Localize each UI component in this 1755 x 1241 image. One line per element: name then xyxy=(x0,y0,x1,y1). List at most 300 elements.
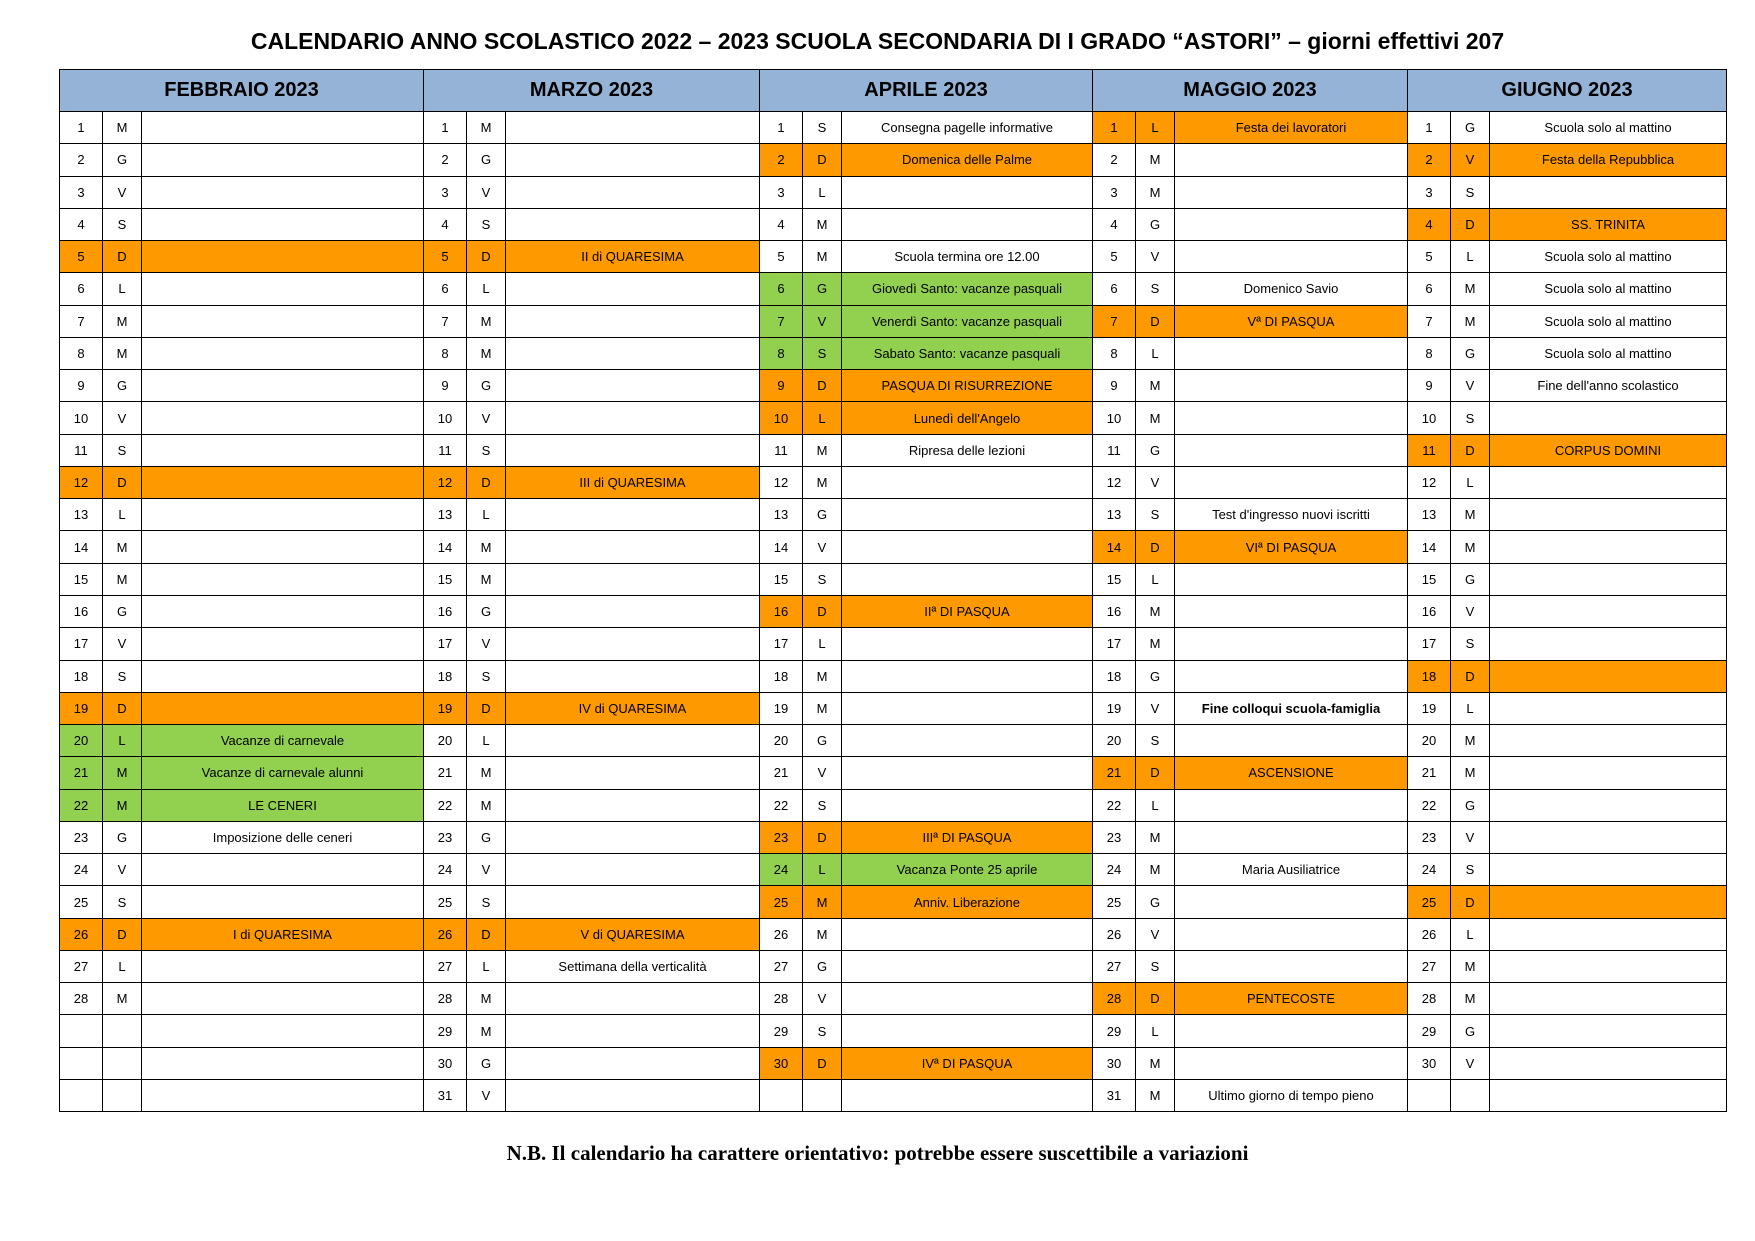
day-number: 11 xyxy=(1408,435,1451,466)
day-event xyxy=(1490,757,1726,788)
day-row xyxy=(760,596,1092,628)
month-rows xyxy=(424,112,759,1111)
day-row xyxy=(760,854,1092,886)
day-row xyxy=(760,822,1092,854)
day-event xyxy=(1175,402,1407,433)
day-event xyxy=(506,435,759,466)
day-event: II di QUARESIMA xyxy=(581,249,684,265)
day-number: 8 xyxy=(424,338,467,369)
weekday-letter: L xyxy=(467,499,506,530)
day-number: 5 xyxy=(760,241,803,272)
weekday-letter: L xyxy=(103,499,142,530)
day-event: Lunedì dell'Angelo xyxy=(913,410,1021,426)
day-row xyxy=(60,822,423,854)
day-row xyxy=(1093,402,1407,434)
weekday-letter: S xyxy=(803,112,842,143)
day-number: 12 xyxy=(60,467,103,498)
day-event: IV di QUARESIMA xyxy=(578,700,687,716)
weekday-letter: G xyxy=(467,144,506,175)
weekday-letter xyxy=(1451,1080,1490,1111)
weekday-letter: M xyxy=(467,338,506,369)
day-row xyxy=(424,1080,759,1111)
day-event xyxy=(1490,725,1726,756)
day-row xyxy=(1093,757,1407,789)
day-row xyxy=(760,499,1092,531)
day-event xyxy=(142,531,423,562)
day-row xyxy=(60,1015,423,1047)
day-number: 28 xyxy=(760,983,803,1014)
day-number: 22 xyxy=(1408,790,1451,821)
day-row xyxy=(1093,531,1407,563)
day-number: 15 xyxy=(1408,564,1451,595)
day-event xyxy=(506,273,759,304)
weekday-letter: V xyxy=(467,177,506,208)
day-row xyxy=(60,209,423,241)
day-event xyxy=(1490,886,1726,917)
day-number: 3 xyxy=(1093,177,1136,208)
day-row xyxy=(760,402,1092,434)
day-number: 15 xyxy=(424,564,467,595)
day-row xyxy=(424,1048,759,1080)
day-event xyxy=(1175,596,1407,627)
day-row xyxy=(424,370,759,402)
day-event xyxy=(142,1048,423,1079)
day-row xyxy=(760,1080,1092,1111)
month-column-giugno xyxy=(1408,70,1726,1111)
day-event xyxy=(506,144,759,175)
weekday-letter: G xyxy=(1451,564,1490,595)
day-event xyxy=(506,112,759,143)
day-row xyxy=(424,402,759,434)
day-event: CORPUS DOMINI xyxy=(1554,442,1662,458)
day-event: Fine dell'anno scolastico xyxy=(1537,378,1679,394)
day-number: 7 xyxy=(424,306,467,337)
weekday-letter: D xyxy=(803,1048,842,1079)
month-column-marzo xyxy=(424,70,760,1111)
day-row xyxy=(424,209,759,241)
day-number: 31 xyxy=(1093,1080,1136,1111)
day-event xyxy=(142,273,423,304)
day-number: 28 xyxy=(1093,983,1136,1014)
day-row xyxy=(760,435,1092,467)
weekday-letter: L xyxy=(803,402,842,433)
month-column-maggio xyxy=(1093,70,1408,1111)
day-event xyxy=(1490,499,1726,530)
weekday-letter: D xyxy=(1136,983,1175,1014)
day-row xyxy=(60,628,423,660)
day-number: 24 xyxy=(760,854,803,885)
day-number: 25 xyxy=(1093,886,1136,917)
day-event xyxy=(142,661,423,692)
day-event: IVª DI PASQUA xyxy=(921,1055,1013,1071)
day-event xyxy=(506,1015,759,1046)
day-event xyxy=(506,177,759,208)
day-event: Anniv. Liberazione xyxy=(914,894,1020,910)
day-event: Scuola solo al mattino xyxy=(1544,345,1672,361)
day-number: 23 xyxy=(760,822,803,853)
weekday-letter: S xyxy=(1136,273,1175,304)
weekday-letter: L xyxy=(467,273,506,304)
day-event xyxy=(142,112,423,143)
day-number: 23 xyxy=(60,822,103,853)
weekday-letter: M xyxy=(1136,596,1175,627)
day-row xyxy=(1408,177,1726,209)
day-event xyxy=(506,822,759,853)
day-row xyxy=(1093,886,1407,918)
day-number: 29 xyxy=(760,1015,803,1046)
day-number: 6 xyxy=(1408,273,1451,304)
weekday-letter: G xyxy=(1136,209,1175,240)
day-event xyxy=(1175,661,1407,692)
day-event xyxy=(142,467,423,498)
day-row xyxy=(1093,1048,1407,1080)
day-number: 31 xyxy=(424,1080,467,1111)
weekday-letter: L xyxy=(1136,338,1175,369)
day-row xyxy=(424,693,759,725)
day-number xyxy=(60,1080,103,1111)
day-event: Venerdì Santo: vacanze pasquali xyxy=(871,313,1063,329)
weekday-letter: L xyxy=(1451,919,1490,950)
day-number: 25 xyxy=(1408,886,1451,917)
weekday-letter: G xyxy=(103,144,142,175)
day-event: I di QUARESIMA xyxy=(233,926,332,942)
day-event xyxy=(1175,144,1407,175)
day-number xyxy=(1408,1080,1451,1111)
weekday-letter: G xyxy=(1136,886,1175,917)
month-column-aprile xyxy=(760,70,1093,1111)
day-number: 9 xyxy=(760,370,803,401)
day-event xyxy=(1175,822,1407,853)
day-event xyxy=(1490,790,1726,821)
day-row xyxy=(1093,628,1407,660)
day-number: 2 xyxy=(760,144,803,175)
weekday-letter: D xyxy=(1451,886,1490,917)
day-event xyxy=(142,499,423,530)
month-header: GIUGNO 2023 xyxy=(1408,70,1726,112)
day-event xyxy=(842,531,1092,562)
weekday-letter: D xyxy=(103,241,142,272)
day-number: 9 xyxy=(1408,370,1451,401)
day-number: 13 xyxy=(760,499,803,530)
weekday-letter: G xyxy=(803,273,842,304)
day-event: Vacanze di carnevale xyxy=(220,733,345,749)
day-number: 14 xyxy=(1408,531,1451,562)
day-event: SS. TRINITA xyxy=(1571,216,1645,232)
day-number: 11 xyxy=(424,435,467,466)
day-row xyxy=(760,951,1092,983)
day-number: 8 xyxy=(1093,338,1136,369)
day-row xyxy=(1408,467,1726,499)
day-row xyxy=(760,1048,1092,1080)
day-row xyxy=(760,306,1092,338)
day-row xyxy=(1093,822,1407,854)
day-row xyxy=(1408,499,1726,531)
day-number: 20 xyxy=(760,725,803,756)
day-event: Vª DI PASQUA xyxy=(1247,313,1335,329)
day-row xyxy=(1408,273,1726,305)
day-number: 28 xyxy=(1408,983,1451,1014)
day-number: 10 xyxy=(760,402,803,433)
day-row xyxy=(424,112,759,144)
day-number: 14 xyxy=(60,531,103,562)
day-event xyxy=(142,951,423,982)
day-row xyxy=(760,338,1092,370)
day-event xyxy=(142,564,423,595)
day-event xyxy=(1490,854,1726,885)
day-row xyxy=(424,241,759,273)
day-event: Consegna pagelle informative xyxy=(881,120,1053,136)
weekday-letter: M xyxy=(103,564,142,595)
weekday-letter: M xyxy=(103,531,142,562)
weekday-letter: G xyxy=(803,725,842,756)
day-row xyxy=(760,919,1092,951)
day-row xyxy=(1408,693,1726,725)
day-event xyxy=(506,531,759,562)
day-event xyxy=(1490,467,1726,498)
day-row xyxy=(1408,757,1726,789)
weekday-letter: G xyxy=(803,951,842,982)
day-number: 26 xyxy=(60,919,103,950)
day-row xyxy=(1093,790,1407,822)
day-number: 1 xyxy=(424,112,467,143)
weekday-letter: S xyxy=(1451,177,1490,208)
day-number: 29 xyxy=(424,1015,467,1046)
day-number: 11 xyxy=(60,435,103,466)
day-number: 26 xyxy=(424,919,467,950)
day-row xyxy=(1408,435,1726,467)
day-event: Fine colloqui scuola-famiglia xyxy=(1201,700,1381,716)
day-row xyxy=(60,725,423,757)
day-number: 3 xyxy=(60,177,103,208)
day-event xyxy=(506,564,759,595)
day-number: 8 xyxy=(60,338,103,369)
day-row xyxy=(1093,273,1407,305)
weekday-letter: V xyxy=(1451,822,1490,853)
day-row xyxy=(1093,1015,1407,1047)
day-event xyxy=(506,757,759,788)
day-row xyxy=(60,306,423,338)
day-event: Ripresa delle lezioni xyxy=(908,442,1026,458)
day-row xyxy=(424,951,759,983)
weekday-letter: M xyxy=(467,531,506,562)
day-number: 9 xyxy=(1093,370,1136,401)
day-number: 21 xyxy=(424,757,467,788)
weekday-letter: M xyxy=(1451,499,1490,530)
weekday-letter: M xyxy=(103,112,142,143)
day-event xyxy=(506,402,759,433)
day-number: 20 xyxy=(1408,725,1451,756)
day-event xyxy=(1490,596,1726,627)
day-number: 10 xyxy=(1093,402,1136,433)
day-event xyxy=(1175,1015,1407,1046)
day-event: Scuola solo al mattino xyxy=(1544,120,1672,136)
weekday-letter: G xyxy=(467,370,506,401)
month-rows xyxy=(760,112,1092,1111)
weekday-letter: G xyxy=(467,822,506,853)
day-number: 11 xyxy=(1093,435,1136,466)
weekday-letter: D xyxy=(803,596,842,627)
weekday-letter: M xyxy=(1451,983,1490,1014)
day-row xyxy=(424,596,759,628)
day-event: LE CENERI xyxy=(248,797,317,813)
day-number: 25 xyxy=(60,886,103,917)
day-number: 26 xyxy=(1408,919,1451,950)
weekday-letter: M xyxy=(803,693,842,724)
day-row xyxy=(424,435,759,467)
weekday-letter: S xyxy=(103,661,142,692)
day-number: 19 xyxy=(60,693,103,724)
day-event xyxy=(142,177,423,208)
weekday-letter: V xyxy=(103,628,142,659)
day-number: 7 xyxy=(60,306,103,337)
day-row xyxy=(60,790,423,822)
day-number: 17 xyxy=(424,628,467,659)
day-row xyxy=(424,822,759,854)
day-row xyxy=(1093,209,1407,241)
day-event xyxy=(506,983,759,1014)
day-row xyxy=(424,531,759,563)
day-number: 20 xyxy=(1093,725,1136,756)
day-row xyxy=(1093,661,1407,693)
month-header: APRILE 2023 xyxy=(760,70,1092,112)
day-event xyxy=(1490,564,1726,595)
day-number: 3 xyxy=(1408,177,1451,208)
weekday-letter: M xyxy=(1451,951,1490,982)
day-event xyxy=(506,596,759,627)
day-event xyxy=(1490,1015,1726,1046)
weekday-letter: D xyxy=(103,919,142,950)
day-row xyxy=(424,306,759,338)
day-row xyxy=(424,467,759,499)
day-row xyxy=(60,241,423,273)
day-row xyxy=(424,854,759,886)
weekday-letter: M xyxy=(1451,531,1490,562)
day-row xyxy=(760,273,1092,305)
weekday-letter: L xyxy=(1136,112,1175,143)
month-header: FEBBRAIO 2023 xyxy=(60,70,423,112)
day-number: 30 xyxy=(424,1048,467,1079)
day-event xyxy=(1175,209,1407,240)
day-number: 2 xyxy=(1408,144,1451,175)
weekday-letter: V xyxy=(1451,370,1490,401)
day-event: PENTECOSTE xyxy=(1246,991,1336,1007)
day-event xyxy=(1175,919,1407,950)
day-row xyxy=(424,338,759,370)
day-row xyxy=(424,628,759,660)
weekday-letter: L xyxy=(1451,241,1490,272)
day-number: 21 xyxy=(760,757,803,788)
day-number: 6 xyxy=(1093,273,1136,304)
weekday-letter: V xyxy=(1451,144,1490,175)
day-event xyxy=(506,886,759,917)
day-row xyxy=(60,499,423,531)
day-number: 30 xyxy=(1093,1048,1136,1079)
day-event xyxy=(1490,693,1726,724)
day-number: 5 xyxy=(1408,241,1451,272)
day-number: 19 xyxy=(1408,693,1451,724)
day-event xyxy=(1175,435,1407,466)
day-number: 16 xyxy=(60,596,103,627)
day-number: 13 xyxy=(60,499,103,530)
day-number: 22 xyxy=(60,790,103,821)
day-event xyxy=(1490,531,1726,562)
day-row xyxy=(760,467,1092,499)
weekday-letter: V xyxy=(803,983,842,1014)
weekday-letter: M xyxy=(803,467,842,498)
weekday-letter: D xyxy=(1136,306,1175,337)
day-number: 14 xyxy=(760,531,803,562)
day-row xyxy=(424,790,759,822)
day-row xyxy=(1093,370,1407,402)
weekday-letter: V xyxy=(103,402,142,433)
day-row xyxy=(1408,338,1726,370)
day-number: 23 xyxy=(424,822,467,853)
day-row xyxy=(760,241,1092,273)
day-row xyxy=(1093,919,1407,951)
day-number: 4 xyxy=(424,209,467,240)
day-number: 21 xyxy=(60,757,103,788)
day-number: 8 xyxy=(760,338,803,369)
day-number: 7 xyxy=(760,306,803,337)
weekday-letter: M xyxy=(803,209,842,240)
day-row xyxy=(1093,467,1407,499)
day-row xyxy=(1408,1080,1726,1111)
weekday-letter: M xyxy=(1136,854,1175,885)
day-number: 20 xyxy=(424,725,467,756)
day-event xyxy=(142,209,423,240)
day-event xyxy=(1490,661,1726,692)
day-row xyxy=(60,886,423,918)
day-number: 20 xyxy=(60,725,103,756)
weekday-letter: M xyxy=(467,564,506,595)
day-row xyxy=(60,693,423,725)
day-number: 22 xyxy=(1093,790,1136,821)
day-number: 6 xyxy=(60,273,103,304)
day-row xyxy=(424,273,759,305)
weekday-letter: L xyxy=(803,628,842,659)
weekday-letter: M xyxy=(467,757,506,788)
day-event xyxy=(506,854,759,885)
weekday-letter: M xyxy=(803,241,842,272)
day-number: 27 xyxy=(424,951,467,982)
day-event: Vacanze di carnevale alunni xyxy=(201,765,364,781)
day-event xyxy=(506,306,759,337)
day-number: 23 xyxy=(1093,822,1136,853)
weekday-letter: V xyxy=(1136,693,1175,724)
day-event xyxy=(842,919,1092,950)
day-row xyxy=(1093,951,1407,983)
weekday-letter: V xyxy=(467,854,506,885)
day-event: Scuola termina ore 12.00 xyxy=(894,249,1040,265)
day-number: 13 xyxy=(1408,499,1451,530)
day-row xyxy=(1093,112,1407,144)
day-row xyxy=(760,725,1092,757)
day-event xyxy=(142,854,423,885)
day-number: 26 xyxy=(1093,919,1136,950)
day-number: 12 xyxy=(760,467,803,498)
weekday-letter: S xyxy=(1136,725,1175,756)
weekday-letter: M xyxy=(1136,177,1175,208)
weekday-letter: D xyxy=(467,467,506,498)
weekday-letter: M xyxy=(1136,1080,1175,1111)
day-event: PASQUA DI RISURREZIONE xyxy=(881,378,1053,394)
day-number: 10 xyxy=(60,402,103,433)
weekday-letter: D xyxy=(803,822,842,853)
weekday-letter: S xyxy=(467,209,506,240)
day-event: Maria Ausiliatrice xyxy=(1241,862,1341,878)
day-number: 24 xyxy=(1093,854,1136,885)
weekday-letter: L xyxy=(103,951,142,982)
